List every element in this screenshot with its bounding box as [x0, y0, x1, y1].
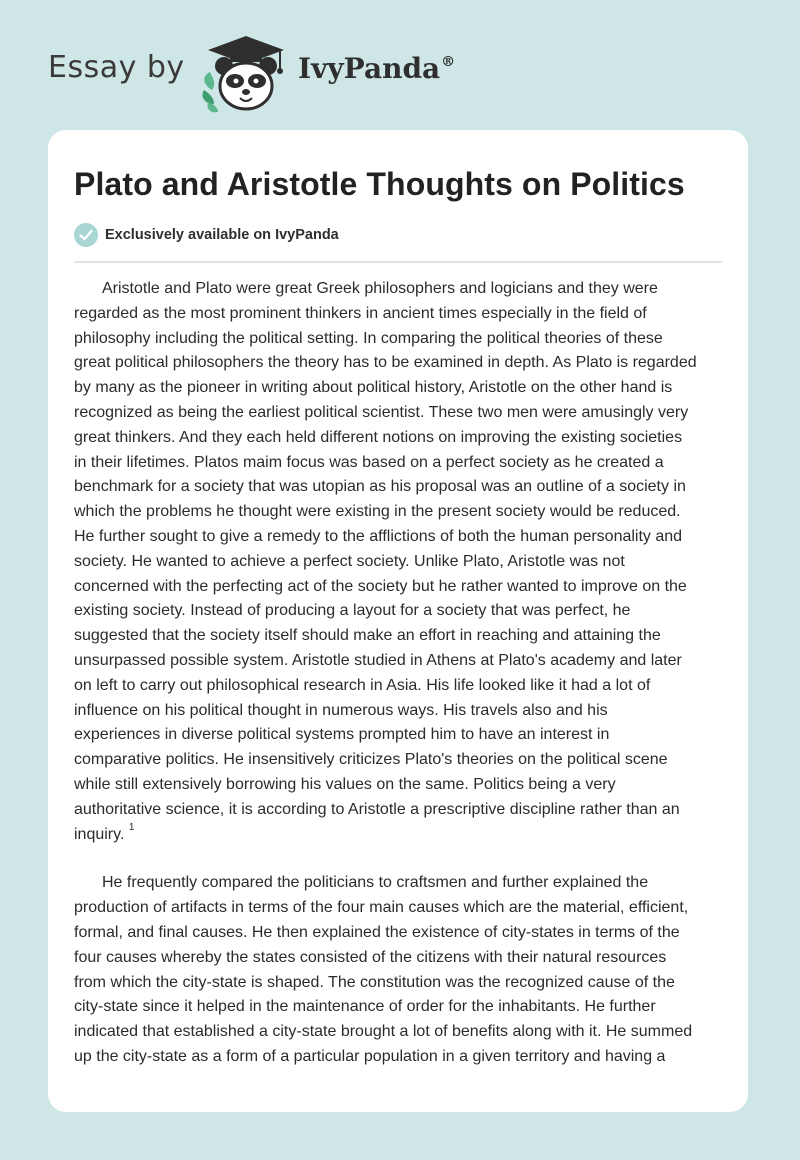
essay-line: [74, 896, 722, 921]
essay-line: [74, 525, 722, 550]
essay-line: [74, 277, 722, 302]
essay-line-text: while still extensively borrowing his values on the same. Politics being a very: [74, 775, 616, 793]
brand-text: IvyPanda: [298, 52, 441, 85]
brand-name[interactable]: [298, 52, 455, 85]
essay-line: [74, 550, 722, 575]
essay-line-text: influence on his political thought in numerous ways. His travels also and his: [74, 701, 608, 719]
essay-line-text: Aristotle and Plato were great Greek philosophers and logicians and they were: [102, 280, 658, 297]
ivypanda-panda-logo-icon[interactable]: [200, 34, 292, 114]
essay-line-text: suggested that the society itself should make an effort in reaching and attaining the: [74, 627, 661, 645]
essay-line: [74, 723, 722, 748]
essay-line: [74, 624, 722, 649]
essay-line: [74, 351, 722, 376]
registered-mark: ®: [441, 54, 456, 70]
essay-line-text: production of artifacts in terms of the four main causes which are the material, efficient,: [74, 899, 689, 917]
page-title: Plato and Aristotle Thoughts on Politics: [74, 166, 685, 202]
essay-line: [74, 798, 722, 823]
essay-line: [74, 475, 722, 500]
essay-line-text: formal, and final causes. He then explained the existence of city-states in terms of the: [74, 923, 680, 941]
essay-line: [74, 748, 722, 773]
essay-line-text: existing society. Instead of producing a layout for a society that was perfect, he: [74, 602, 631, 620]
essay-line-text: which the problems he thought were existing in the present society would be reduced.: [74, 503, 681, 521]
essay-line-text: He frequently compared the politicians to craftsmen and further explained the: [102, 874, 649, 892]
essay-line-text: inquiry.: [74, 825, 125, 843]
essay-line: [74, 451, 722, 476]
essay-line-text: He further sought to give a remedy to the afflictions of both the human personality and: [74, 527, 683, 545]
essay-line: [74, 971, 722, 996]
essay-line-text: indicated that established a city-state brought a lot of benefits along with it. He summed: [74, 1023, 693, 1041]
essay-line: [74, 823, 722, 848]
essay-line-text: four causes whereby the states consisted of the citizens with their natural resources: [74, 948, 667, 966]
essay-line: [74, 302, 722, 327]
essay-line-text: comparative politics. He insensitively criticizes Plato's theories on the political scene: [74, 751, 668, 769]
essay-line: [74, 995, 722, 1020]
essay-line-text: city-state since it helped in the maintenance of order for the inhabitants. He further: [74, 998, 656, 1016]
essay-line: [74, 1020, 722, 1045]
essay-line: [74, 871, 722, 896]
essay-line: [74, 1045, 722, 1070]
essay-line: [74, 327, 722, 352]
essay-line-text: philosophy including the political setting. In comparing the political theories of these: [74, 329, 663, 347]
essay-line-text: great political philosophers the theory has to be examined in depth. As Plato is regarded: [74, 354, 697, 372]
essay-line-text: authoritative science, it is according to Aristotle a prescriptive discipline rather than an: [74, 800, 680, 818]
essay-line: [74, 401, 722, 426]
essay-paragraph-1: [74, 277, 722, 847]
essay-line-text: great thinkers. And they each held different notions on improving the existing societies: [74, 428, 683, 446]
site-header: [48, 30, 528, 114]
essay-line: [74, 649, 722, 674]
footnote-reference[interactable]: 1: [128, 822, 135, 834]
essay-line: [74, 426, 722, 451]
essay-line: [74, 376, 722, 401]
essay-card: [48, 130, 748, 1112]
essay-line-text: society. He wanted to achieve a perfect society. Unlike Plato, Aristotle was not: [74, 552, 625, 570]
essay-line-text: regarded as the most prominent thinkers in ancient times especially in the field of: [74, 304, 647, 322]
essay-line: [74, 500, 722, 525]
essay-line-text: recognized as being the earliest political scientist. These two men were amusingly very: [74, 403, 689, 421]
essay-line: [74, 773, 722, 798]
divider: [74, 261, 722, 263]
essay-line-text: up the city-state as a form of a particular population in a given territory and having a: [74, 1047, 666, 1065]
essay-line: [74, 921, 722, 946]
essay-line-text: from which the city-state is shaped. The constitution was the recognized cause of the: [74, 973, 675, 991]
essay-line-text: benchmark for a society that was utopian as his proposal was an outline of a society in: [74, 478, 686, 496]
essay-by-label: Essay by: [48, 50, 185, 85]
essay-line: [74, 599, 722, 624]
essay-line-text: on left to carry out philosophical research in Asia. His life looked like it had a lot of: [74, 676, 651, 694]
check-circle-icon: [74, 223, 98, 247]
essay-body: [74, 277, 722, 1070]
essay-line-text: unsurpassed possible system. Aristotle studied in Athens at Plato's academy and later: [74, 651, 682, 669]
essay-line-text: in their lifetimes. Platos maim focus was based on a perfect society as he created a: [74, 453, 664, 471]
essay-line: [74, 674, 722, 699]
exclusive-badge: [74, 222, 339, 248]
exclusive-badge-label: Exclusively available on IvyPanda: [105, 227, 339, 243]
essay-line: [74, 699, 722, 724]
essay-line-text: by many as the pioneer in writing about political history, Aristotle on the other hand is: [74, 379, 673, 397]
essay-paragraph-2: [74, 871, 722, 1069]
essay-line: [74, 946, 722, 971]
essay-line-text: experiences in diverse political systems prompted him to have an interest in: [74, 726, 610, 744]
essay-line-text: concerned with the perfecting act of the society but he rather wanted to improve on the: [74, 577, 687, 595]
essay-line: [74, 575, 722, 600]
